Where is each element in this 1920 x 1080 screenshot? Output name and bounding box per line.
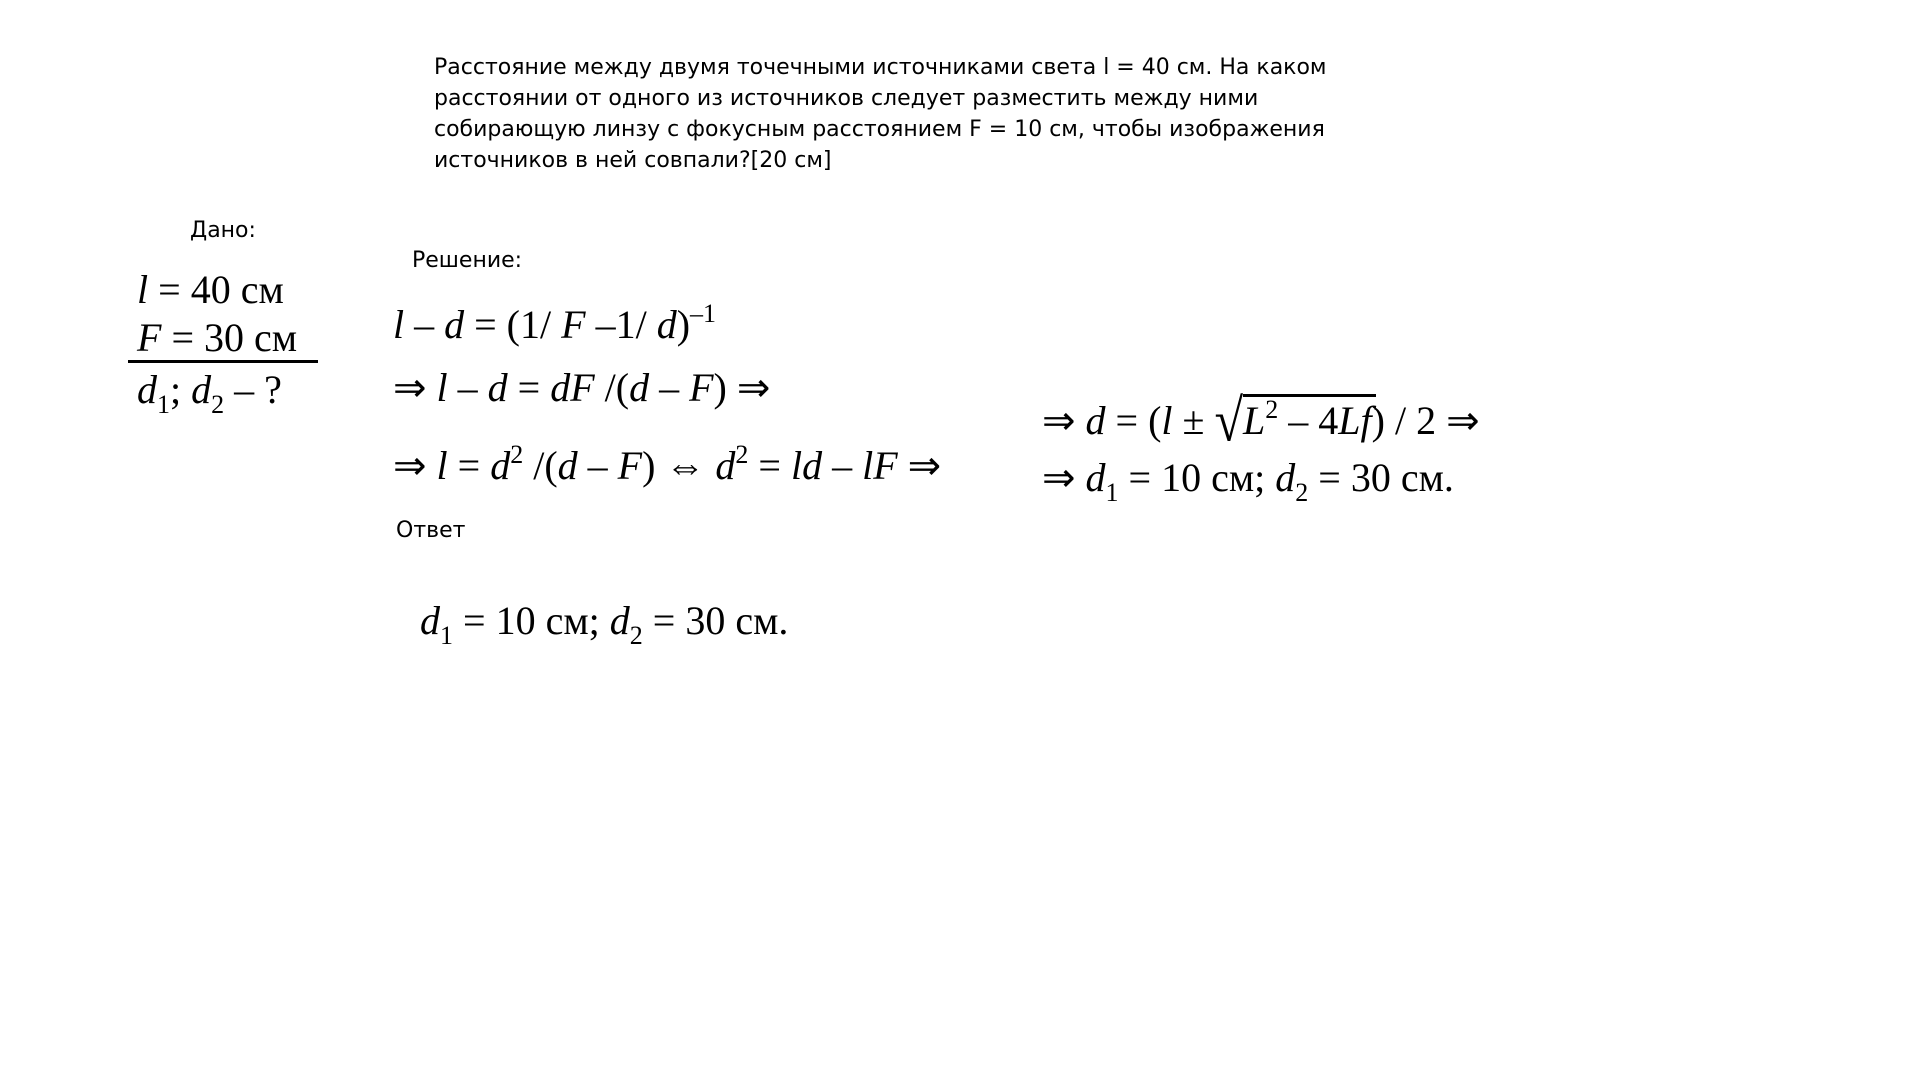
solution-label: Решение: <box>412 248 523 273</box>
given-unknown: $d_1$; $d_2$ – ? <box>137 367 282 419</box>
answer-formula: $d_1 = 10$ см; $d_2 = 30$ см. <box>420 598 789 650</box>
result-d2-value: 30 см. <box>1350 455 1454 500</box>
given-l-value: 40 см <box>190 267 284 312</box>
solution-result: ⇒ $d_1 = 10$ см; $d_2 = 30$ см. <box>1042 455 1454 507</box>
given-divider <box>128 360 318 363</box>
solution-equation-4: ⇒ d = (l ± √ $L^2 - 4Lf) / 2$ ⇒ <box>1042 388 1480 455</box>
problem-line-1: Расстояние между двумя точечными источниками света l = 40 см. На каком <box>434 55 1327 80</box>
given-label: Дано: <box>190 218 256 243</box>
problem-statement <box>434 52 1334 176</box>
given-l-formula: l = 40 см <box>137 267 284 312</box>
given-unknown-tail: – ? <box>234 367 282 412</box>
solution-equation-2: ⇒ l – d = dF /(d – F) ⇒ <box>393 365 771 410</box>
given-f-formula: F = 30 см <box>137 315 298 360</box>
problem-line-4: источников в ней совпали?[20 см] <box>434 148 832 173</box>
problem-line-2: расстоянии от одного из источников следует разместить между ними <box>434 86 1259 111</box>
answer-d1-value: 10 см; <box>495 598 600 643</box>
solution-equation-1: l – d = (1/ F –1/ d)$^{-1}$ <box>393 299 717 347</box>
result-d1-value: 10 см; <box>1161 455 1266 500</box>
square-root: √ $L^2 - 4Lf$ <box>1214 392 1371 444</box>
problem-line-3: собирающую линзу с фокусным расстоянием F = 10 см, чтобы изображения <box>434 117 1325 142</box>
answer-d2-value: 30 см. <box>685 598 789 643</box>
solution-equation-3: ⇒ $l = d^2$ /(d – F) ⇔ $d^2$ = ld – lF ⇒ <box>393 440 942 488</box>
answer-label: Ответ <box>396 518 466 543</box>
given-f-value: 30 см <box>204 315 298 360</box>
